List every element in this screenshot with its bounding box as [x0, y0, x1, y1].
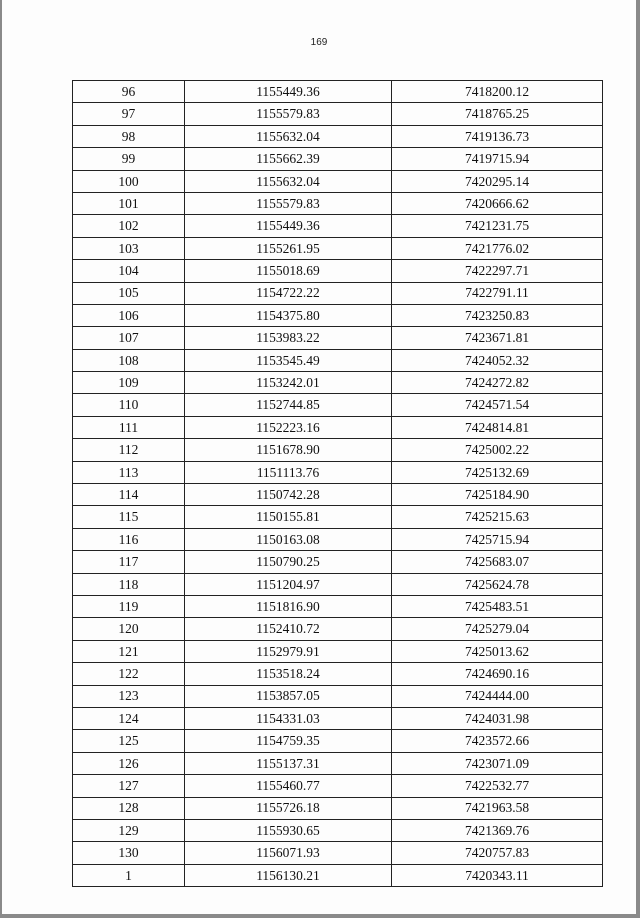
x-coordinate-cell: 1154331.03	[185, 707, 392, 729]
point-number-cell: 121	[73, 640, 185, 662]
point-number-cell: 126	[73, 752, 185, 774]
x-coordinate-cell: 1155632.04	[185, 170, 392, 192]
point-number-cell: 101	[73, 192, 185, 214]
y-coordinate-cell: 7424571.54	[392, 394, 603, 416]
x-coordinate-cell: 1151816.90	[185, 595, 392, 617]
x-coordinate-cell: 1154722.22	[185, 282, 392, 304]
x-coordinate-cell: 1152410.72	[185, 618, 392, 640]
y-coordinate-cell: 7418765.25	[392, 103, 603, 125]
x-coordinate-cell: 1153983.22	[185, 327, 392, 349]
table-row	[73, 663, 603, 685]
point-number-cell: 105	[73, 282, 185, 304]
table-row	[73, 304, 603, 326]
x-coordinate-cell: 1153242.01	[185, 372, 392, 394]
point-number-cell: 108	[73, 349, 185, 371]
coordinates-table-body	[73, 81, 603, 887]
table-row	[73, 775, 603, 797]
table-row	[73, 551, 603, 573]
y-coordinate-cell: 7424052.32	[392, 349, 603, 371]
x-coordinate-cell: 1154375.80	[185, 304, 392, 326]
table-row	[73, 752, 603, 774]
point-number-cell: 111	[73, 416, 185, 438]
point-number-cell: 102	[73, 215, 185, 237]
x-coordinate-cell: 1155018.69	[185, 260, 392, 282]
table-row	[73, 640, 603, 662]
y-coordinate-cell: 7423250.83	[392, 304, 603, 326]
point-number-cell: 119	[73, 595, 185, 617]
point-number-cell: 96	[73, 81, 185, 103]
point-number-cell: 99	[73, 148, 185, 170]
y-coordinate-cell: 7420295.14	[392, 170, 603, 192]
x-coordinate-cell: 1155579.83	[185, 103, 392, 125]
y-coordinate-cell: 7424690.16	[392, 663, 603, 685]
x-coordinate-cell: 1155662.39	[185, 148, 392, 170]
x-coordinate-cell: 1155449.36	[185, 215, 392, 237]
table-row	[73, 618, 603, 640]
point-number-cell: 115	[73, 506, 185, 528]
x-coordinate-cell: 1151678.90	[185, 439, 392, 461]
table-row	[73, 192, 603, 214]
y-coordinate-cell: 7421231.75	[392, 215, 603, 237]
x-coordinate-cell: 1155930.65	[185, 819, 392, 841]
x-coordinate-cell: 1150742.28	[185, 484, 392, 506]
y-coordinate-cell: 7419715.94	[392, 148, 603, 170]
y-coordinate-cell: 7424031.98	[392, 707, 603, 729]
x-coordinate-cell: 1156130.21	[185, 864, 392, 886]
table-row	[73, 170, 603, 192]
x-coordinate-cell: 1155460.77	[185, 775, 392, 797]
x-coordinate-cell: 1155726.18	[185, 797, 392, 819]
table-row	[73, 416, 603, 438]
point-number-cell: 117	[73, 551, 185, 573]
table-row	[73, 842, 603, 864]
table-row	[73, 260, 603, 282]
point-number-cell: 103	[73, 237, 185, 259]
point-number-cell: 98	[73, 125, 185, 147]
x-coordinate-cell: 1155449.36	[185, 81, 392, 103]
table-row	[73, 819, 603, 841]
y-coordinate-cell: 7423572.66	[392, 730, 603, 752]
table-row	[73, 730, 603, 752]
table-row	[73, 528, 603, 550]
point-number-cell: 129	[73, 819, 185, 841]
y-coordinate-cell: 7425132.69	[392, 461, 603, 483]
point-number-cell: 100	[73, 170, 185, 192]
y-coordinate-cell: 7425184.90	[392, 484, 603, 506]
y-coordinate-cell: 7420343.11	[392, 864, 603, 886]
point-number-cell: 120	[73, 618, 185, 640]
point-number-cell: 109	[73, 372, 185, 394]
x-coordinate-cell: 1156071.93	[185, 842, 392, 864]
point-number-cell: 116	[73, 528, 185, 550]
y-coordinate-cell: 7424444.00	[392, 685, 603, 707]
point-number-cell: 97	[73, 103, 185, 125]
x-coordinate-cell: 1155632.04	[185, 125, 392, 147]
y-coordinate-cell: 7418200.12	[392, 81, 603, 103]
y-coordinate-cell: 7423671.81	[392, 327, 603, 349]
table-row	[73, 327, 603, 349]
point-number-cell: 130	[73, 842, 185, 864]
table-row	[73, 215, 603, 237]
y-coordinate-cell: 7425715.94	[392, 528, 603, 550]
table-row	[73, 103, 603, 125]
x-coordinate-cell: 1150790.25	[185, 551, 392, 573]
point-number-cell: 106	[73, 304, 185, 326]
table-row	[73, 394, 603, 416]
x-coordinate-cell: 1152223.16	[185, 416, 392, 438]
x-coordinate-cell: 1153545.49	[185, 349, 392, 371]
x-coordinate-cell: 1151113.76	[185, 461, 392, 483]
table-row	[73, 282, 603, 304]
y-coordinate-cell: 7421963.58	[392, 797, 603, 819]
point-number-cell: 125	[73, 730, 185, 752]
y-coordinate-cell: 7423071.09	[392, 752, 603, 774]
point-number-cell: 104	[73, 260, 185, 282]
table-row	[73, 797, 603, 819]
point-number-cell: 110	[73, 394, 185, 416]
point-number-cell: 124	[73, 707, 185, 729]
coordinates-table	[72, 80, 603, 887]
y-coordinate-cell: 7424814.81	[392, 416, 603, 438]
x-coordinate-cell: 1151204.97	[185, 573, 392, 595]
x-coordinate-cell: 1155579.83	[185, 192, 392, 214]
document-page	[2, 0, 636, 914]
x-coordinate-cell: 1154759.35	[185, 730, 392, 752]
table-row	[73, 484, 603, 506]
x-coordinate-cell: 1155261.95	[185, 237, 392, 259]
table-row	[73, 81, 603, 103]
table-row	[73, 349, 603, 371]
table-row	[73, 148, 603, 170]
table-row	[73, 372, 603, 394]
y-coordinate-cell: 7425279.04	[392, 618, 603, 640]
x-coordinate-cell: 1150155.81	[185, 506, 392, 528]
table-row	[73, 439, 603, 461]
y-coordinate-cell: 7421369.76	[392, 819, 603, 841]
table-row	[73, 685, 603, 707]
y-coordinate-cell: 7424272.82	[392, 372, 603, 394]
y-coordinate-cell: 7425002.22	[392, 439, 603, 461]
table-row	[73, 595, 603, 617]
x-coordinate-cell: 1153857.05	[185, 685, 392, 707]
table-row	[73, 573, 603, 595]
y-coordinate-cell: 7425483.51	[392, 595, 603, 617]
y-coordinate-cell: 7422297.71	[392, 260, 603, 282]
point-number-cell: 127	[73, 775, 185, 797]
table-row	[73, 864, 603, 886]
y-coordinate-cell: 7425013.62	[392, 640, 603, 662]
table-row	[73, 707, 603, 729]
table-row	[73, 237, 603, 259]
point-number-cell: 122	[73, 663, 185, 685]
y-coordinate-cell: 7421776.02	[392, 237, 603, 259]
x-coordinate-cell: 1153518.24	[185, 663, 392, 685]
x-coordinate-cell: 1150163.08	[185, 528, 392, 550]
point-number-cell: 112	[73, 439, 185, 461]
x-coordinate-cell: 1152979.91	[185, 640, 392, 662]
x-coordinate-cell: 1152744.85	[185, 394, 392, 416]
point-number-cell: 123	[73, 685, 185, 707]
y-coordinate-cell: 7425683.07	[392, 551, 603, 573]
y-coordinate-cell: 7420757.83	[392, 842, 603, 864]
table-row	[73, 506, 603, 528]
y-coordinate-cell: 7425624.78	[392, 573, 603, 595]
point-number-cell: 128	[73, 797, 185, 819]
page-number: 169	[310, 37, 328, 48]
point-number-cell: 1	[73, 864, 185, 886]
y-coordinate-cell: 7425215.63	[392, 506, 603, 528]
y-coordinate-cell: 7419136.73	[392, 125, 603, 147]
y-coordinate-cell: 7422532.77	[392, 775, 603, 797]
x-coordinate-cell: 1155137.31	[185, 752, 392, 774]
point-number-cell: 107	[73, 327, 185, 349]
y-coordinate-cell: 7420666.62	[392, 192, 603, 214]
point-number-cell: 118	[73, 573, 185, 595]
point-number-cell: 114	[73, 484, 185, 506]
table-row	[73, 125, 603, 147]
point-number-cell: 113	[73, 461, 185, 483]
table-row	[73, 461, 603, 483]
y-coordinate-cell: 7422791.11	[392, 282, 603, 304]
